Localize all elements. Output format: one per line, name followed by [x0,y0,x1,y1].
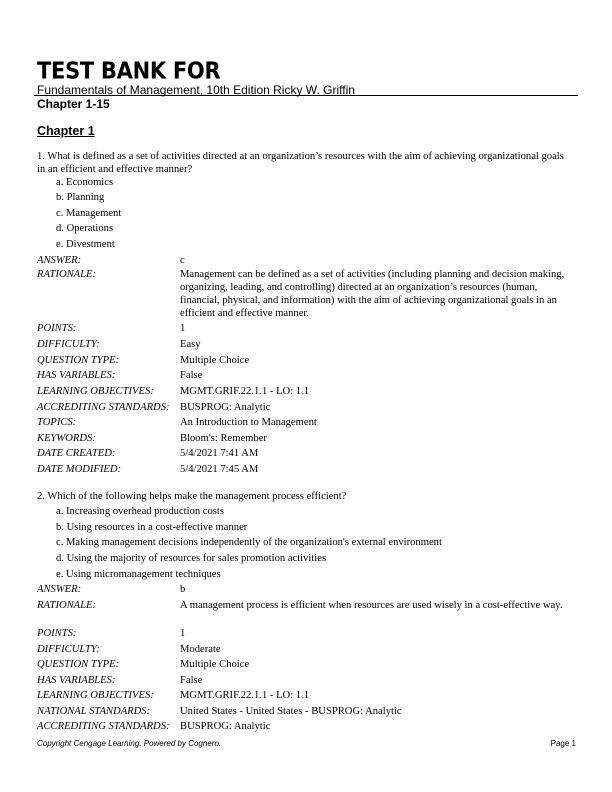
q2-accrediting-standards-value: BUSPROG: Analytic [180,721,271,732]
question-2-stem: 2. Which of the following helps make the management process efficient? [37,491,347,502]
q1-question-type-label: QUESTION TYPE: [37,355,120,366]
question-1-stem: 1. What is defined as a set of activities directed at an organization’s resources with the aim of achieving organizational goals in an efficient and effective manner? [37,151,564,175]
q1-accrediting-standards-label: ACCREDITING STANDARDS: [37,402,170,413]
q1-date-modified-value: 5/4/2021 7:45 AM [180,464,259,475]
q1-rationale-value: Management can be defined as a set of activities (including planning and decision making, organizing, leading, and controlling) directed at an organization’s resources (human, financial, physical, and information) with the aim of achieving organizational goals in an efficient and effective manner. [180,269,565,319]
q1-difficulty-value: Easy [180,339,201,350]
q2-points-value: 1 [180,628,186,639]
question-1-option-e: e. Divestment [56,239,115,250]
q1-question-type-value: Multiple Choice [180,355,250,366]
q1-points-value: 1 [180,323,186,334]
q2-rationale-value: A management process is efficient when resources are used wisely in a cost-effective way. [180,600,563,611]
q1-date-created-value: 5/4/2021 7:41 AM [180,448,259,459]
q1-rationale-label: RATIONALE: [37,269,97,280]
q2-answer-value: b [180,584,186,595]
q1-date-modified-label: DATE MODIFIED: [37,464,122,475]
q1-topics-label: TOPICS: [37,417,77,428]
chapter-range: Chapter 1-15 [37,97,110,111]
q1-accrediting-standards-value: BUSPROG: Analytic [180,402,271,413]
header-divider [34,95,578,96]
question-2-option-d: d. Using the majority of resources for sales promotion activities [56,553,327,564]
q2-points-label: POINTS: [37,628,77,639]
document-title: TEST BANK FOR [37,57,221,84]
q2-rationale-label: RATIONALE: [37,600,97,611]
q2-accrediting-standards-label: ACCREDITING STANDARDS: [37,721,170,732]
q2-answer-label: ANSWER: [37,584,82,595]
q1-keywords-value: Bloom's: Remember [180,433,267,444]
q1-points-label: POINTS: [37,323,77,334]
q2-national-standards-value: United States - United States - BUSPROG: Analytic [180,706,402,717]
q1-date-created-label: DATE CREATED: [37,448,116,459]
q1-learning-objectives-value: MGMT.GRIF.22.1.1 - LO: 1.1 [180,386,310,397]
q1-keywords-label: KEYWORDS: [37,433,96,444]
question-1-option-b: b. Planning [56,192,105,203]
q1-has-variables-value: False [180,370,203,381]
book-subtitle: Fundamentals of Management, 10th Edition Ricky W. Griffin [37,83,355,97]
copyright-footer: Copyright Cengage Learning. Powered by Cognero. [37,739,222,748]
question-1-option-d: d. Operations [56,223,114,234]
q2-question-type-value: Multiple Choice [180,659,250,670]
q2-learning-objectives-label: LEARNING OBJECTIVES: [37,690,154,701]
q1-answer-value: c [180,255,185,266]
question-2-option-b: b. Using resources in a cost-effective manner [56,522,248,533]
question-2-option-e: e. Using micromanagement techniques [56,569,221,580]
q1-answer-label: ANSWER: [37,255,82,266]
q1-has-variables-label: HAS VARIABLES: [37,370,116,381]
question-1-option-a: a. Economics [56,177,114,188]
q2-question-type-label: QUESTION TYPE: [37,659,120,670]
q2-national-standards-label: NATIONAL STANDARDS: [37,706,151,717]
q1-learning-objectives-label: LEARNING OBJECTIVES: [37,386,154,397]
page-number: Page 1 [550,739,576,748]
q1-topics-value: An Introduction to Management [180,417,317,428]
q2-learning-objectives-value: MGMT.GRIF.22.1.1 - LO: 1.1 [180,690,310,701]
q2-has-variables-label: HAS VARIABLES: [37,675,116,686]
question-2-option-c: c. Making management decisions independently of the organization's external environment [56,537,442,548]
chapter-heading: Chapter 1 [37,124,95,138]
q2-difficulty-label: DIFFICULTY: [37,644,100,655]
question-2-option-a: a. Increasing overhead production costs [56,506,224,517]
q1-difficulty-label: DIFFICULTY: [37,339,100,350]
q2-difficulty-value: Moderate [180,644,221,655]
question-1-option-c: c. Management [56,208,122,219]
q2-has-variables-value: False [180,675,203,686]
